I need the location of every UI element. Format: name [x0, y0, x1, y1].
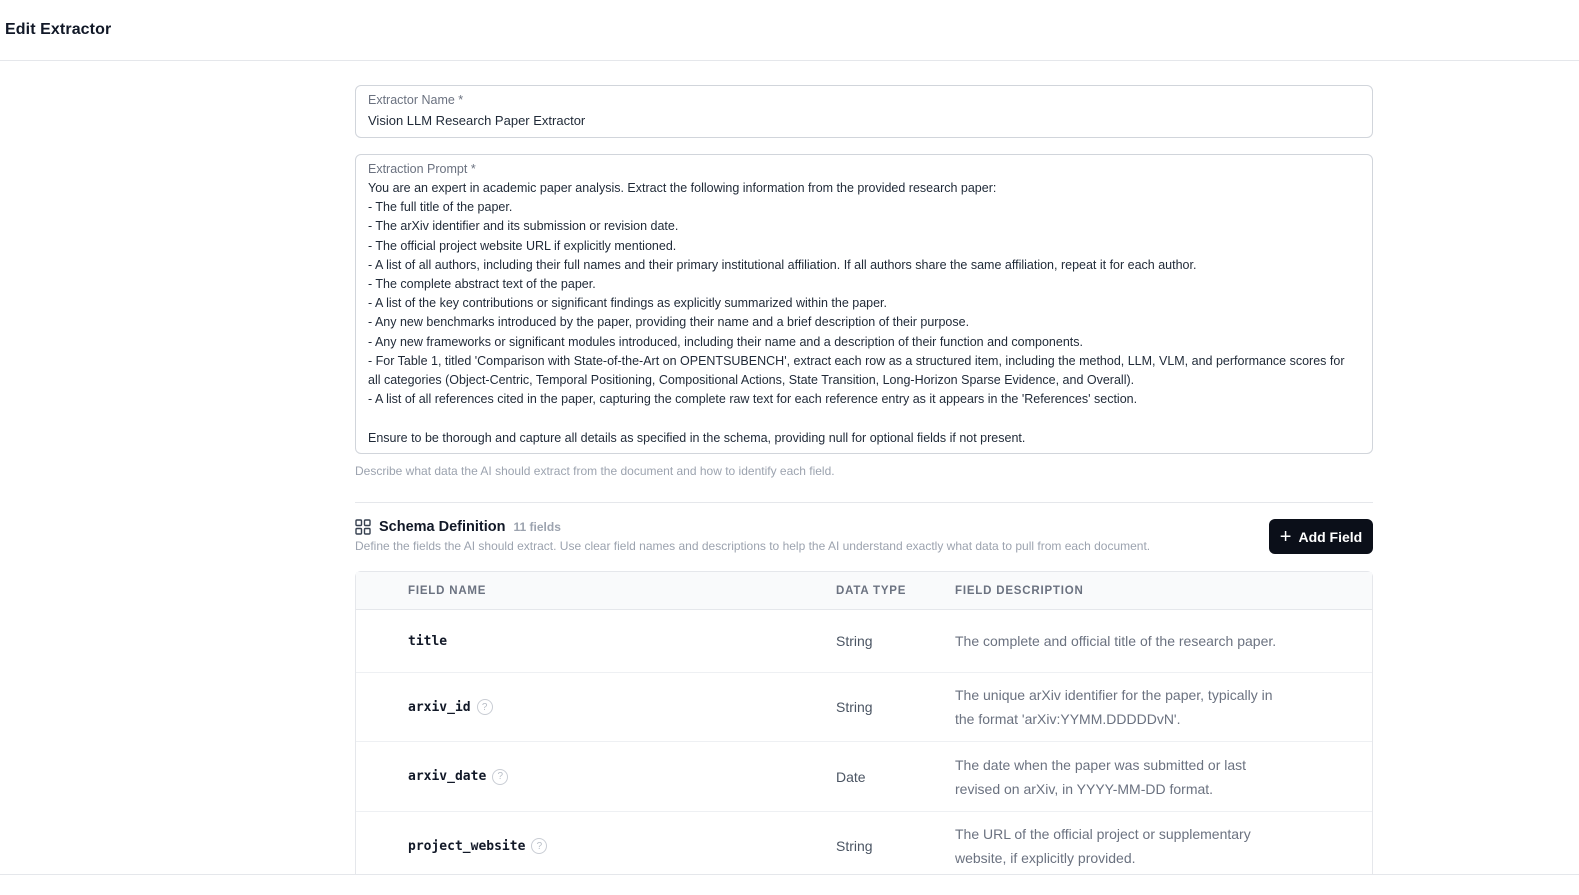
data-type-cell: Date [836, 768, 866, 785]
extraction-prompt-textarea[interactable]: You are an expert in academic paper analysis. Extract the following information from the provided research paper: - The full title of the paper. - The arXiv identifier and its submission or revision date. - The official project website URL if explicitly mentioned. - A list of all authors, including their full names and their primary institutional affiliation. If all authors share the same affiliation, repeat it for each author. - The complete abstract text of the paper. - A list of the key contributions or significant findings as explicitly summarized within the paper. - Any new benchmarks introduced by the paper, providing their name and a brief description of their purpose. - Any new frameworks or significant modules introduced, including their name and a description of their function and components. - For Table 1, titled 'Comparison with State-of-the-Art on OPENTSUBENCH', extract each row as a structured item, including the method, LLM, VLM, and performance scores for all categories (Object-Centric, Temporal Positioning, Compositional Actions, State Transition, Long-Horizon Sparse Evidence, and Overall). - A list of all references cited in the paper, capturing the complete raw text for each reference entry as it appears in the 'References' section. Ensure to be thorough and capture all details as specified in the schema, providing null for optional fields if not present. [368, 181, 1345, 445]
schema-title: Schema Definition [379, 519, 506, 535]
field-name: title [408, 633, 448, 649]
field-name-cell [356, 634, 836, 649]
add-field-button[interactable] [1269, 519, 1373, 554]
page-header [0, 0, 1579, 61]
grid-icon [355, 519, 371, 535]
column-header-data-type[interactable]: DATA TYPE [836, 584, 907, 597]
extraction-prompt-field[interactable] [355, 154, 1373, 454]
viewport-bottom-area [0, 875, 1579, 895]
field-description-cell: The unique arXiv identifier for the paper, typically in the format 'arXiv:YYMM.DDDDDvN'. [955, 687, 1273, 727]
data-type-cell: String [836, 699, 873, 715]
add-field-label: Add Field [1298, 528, 1363, 545]
schema-header [355, 519, 1373, 571]
field-name: arxiv_date [408, 769, 487, 784]
schema-table [355, 571, 1373, 881]
table-row[interactable] [356, 673, 1372, 742]
field-name-cell [356, 838, 836, 854]
extractor-name-input[interactable]: Vision LLM Research Paper Extractor [368, 113, 586, 128]
schema-description: Define the fields the AI should extract. Use clear field names and descriptions to help the AI understand exactly what data to pull from each document. [355, 539, 1151, 553]
table-row[interactable] [356, 812, 1372, 881]
data-type-cell: String [836, 633, 873, 649]
column-header-field-description[interactable]: FIELD DESCRIPTION [955, 584, 1084, 597]
extractor-name-field[interactable] [355, 85, 1373, 138]
help-circle-icon[interactable]: ? [492, 769, 508, 785]
page-title: Edit Extractor [5, 21, 112, 38]
field-name-cell [356, 699, 836, 715]
field-description-cell: The complete and official title of the research paper. [955, 633, 1277, 649]
section-divider [355, 502, 1373, 503]
help-circle-icon[interactable]: ? [531, 838, 547, 854]
field-description-cell: The date when the paper was submitted or last revised on arXiv, in YYYY-MM-DD format. [955, 756, 1247, 797]
table-header [356, 572, 1372, 610]
extraction-prompt-label: Extraction Prompt * [368, 162, 476, 176]
column-header-field-name[interactable]: FIELD NAME [408, 584, 487, 597]
prompt-helper-text: Describe what data the AI should extract from the document and how to identify each field. [355, 464, 835, 478]
help-circle-icon[interactable]: ? [477, 699, 493, 715]
extractor-name-label: Extractor Name * [368, 93, 464, 107]
field-description-cell: The URL of the official project or supplementary website, if explicitly provided. [955, 826, 1251, 866]
table-row[interactable] [356, 742, 1372, 812]
plus-icon: + [1279, 525, 1292, 548]
data-type-cell: String [836, 838, 873, 854]
main-content [355, 85, 1373, 881]
table-row[interactable] [356, 610, 1372, 673]
field-name: arxiv_id [408, 699, 471, 715]
field-name: project_website [408, 838, 526, 854]
schema-field-count: 11 fields [513, 520, 561, 534]
field-name-cell [356, 769, 836, 785]
